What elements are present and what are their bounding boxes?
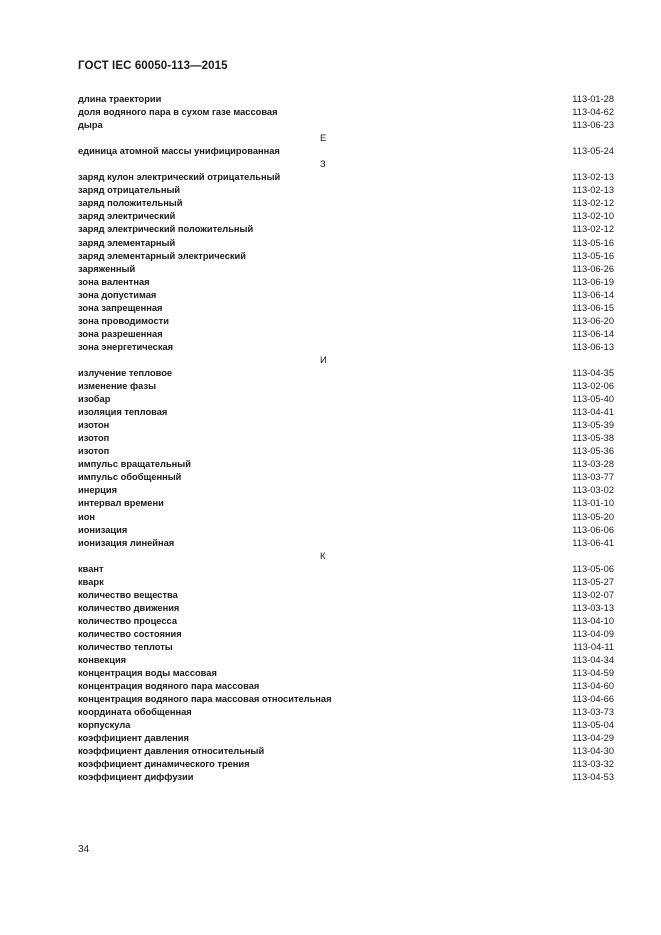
index-term: заряд элементарный (78, 237, 176, 248)
index-entry (78, 380, 614, 393)
index-entry (78, 171, 614, 184)
index-code: 113-04-53 (572, 772, 614, 783)
index-term: интервал времени (78, 498, 164, 509)
index-term: инерция (78, 485, 118, 496)
index-term: заряд электрический положительный (78, 224, 254, 235)
index-entry (78, 250, 614, 263)
index-entry (78, 563, 614, 576)
index-term: заряд положительный (78, 198, 183, 209)
index-entry (78, 641, 614, 654)
index-entry (78, 511, 614, 524)
index-term: количество процесса (78, 615, 177, 626)
letter-heading: Е (320, 133, 327, 145)
index-term: длина траектории (78, 94, 162, 104)
index-entry (78, 106, 614, 119)
index-term: зона допустимая (78, 289, 157, 300)
index-term: доля водяного пара в сухом газе массовая (78, 107, 278, 118)
term-index (78, 93, 614, 784)
index-code: 113-06-41 (572, 537, 614, 548)
index-code: 113-05-38 (572, 433, 614, 444)
index-entry (78, 289, 614, 302)
index-code: 113-05-40 (572, 394, 614, 405)
index-code: 113-06-06 (572, 524, 614, 535)
index-term: ионизация (78, 524, 128, 535)
index-term: кварк (78, 576, 104, 587)
index-code: 113-06-26 (572, 263, 614, 274)
index-term: изоляция тепловая (78, 407, 168, 418)
index-entry (78, 145, 614, 158)
index-code: 113-06-20 (572, 315, 614, 326)
index-code: 113-05-27 (572, 576, 614, 587)
index-code: 113-03-32 (572, 759, 614, 770)
index-entry (78, 484, 614, 497)
index-term: изотоп (78, 433, 110, 444)
index-code: 113-06-14 (572, 289, 614, 300)
index-term: количество теплоты (78, 641, 173, 652)
index-code: 113-04-34 (572, 655, 614, 666)
index-term: коэффициент давления относительный (78, 746, 265, 757)
index-code: 113-04-35 (572, 367, 614, 378)
index-term: коэффициент давления (78, 733, 189, 744)
index-term: единица атомной массы унифицированная (78, 146, 280, 157)
index-code: 113-06-23 (572, 120, 614, 131)
index-term: концентрация воды массовая (78, 668, 217, 679)
index-term: заряд кулон электрический отрицательный (78, 172, 281, 183)
index-entry (78, 210, 614, 223)
index-code: 113-06-14 (572, 328, 614, 339)
index-entry (78, 445, 614, 458)
index-entry (78, 458, 614, 471)
index-entry (78, 719, 614, 732)
index-entry (78, 680, 614, 693)
index-code: 113-04-29 (572, 733, 614, 744)
index-entry (78, 732, 614, 745)
index-entry (78, 367, 614, 380)
index-code: 113-05-04 (572, 720, 614, 731)
index-entry (78, 615, 614, 628)
index-term: зона энергетическая (78, 341, 174, 352)
index-code: 113-05-36 (572, 446, 614, 457)
index-term: координата обобщенная (78, 707, 192, 718)
index-term: коэффициент динамического трения (78, 759, 250, 770)
index-entry (78, 432, 614, 445)
index-term: концентрация водяного пара массовая (78, 681, 260, 692)
index-code: 113-06-15 (572, 302, 614, 313)
index-term: зона валентная (78, 276, 150, 287)
index-code: 113-02-10 (572, 211, 614, 222)
index-term: изотон (78, 420, 110, 431)
index-term: количество вещества (78, 589, 178, 600)
index-code: 113-03-28 (572, 459, 614, 470)
index-term: зона разрешенная (78, 328, 163, 339)
index-code: 113-04-59 (572, 668, 614, 679)
index-term: ионизация линейная (78, 537, 175, 548)
index-entry (78, 537, 614, 550)
index-entry (78, 302, 614, 315)
page-number: 34 (78, 844, 90, 855)
index-code: 113-04-30 (572, 746, 614, 757)
index-code: 113-02-13 (572, 172, 614, 183)
index-term: импульс вращательный (78, 459, 191, 470)
index-entry (78, 328, 614, 341)
index-code: 113-05-24 (572, 146, 614, 157)
index-code: 113-02-12 (572, 198, 614, 209)
index-entry (78, 628, 614, 641)
index-term: заряд отрицательный (78, 185, 181, 196)
letter-heading: З (320, 159, 326, 171)
index-term: заряд электрический (78, 211, 176, 222)
index-entry (78, 576, 614, 589)
index-term: изменение фазы (78, 381, 157, 392)
index-entry (78, 223, 614, 236)
index-code: 113-06-13 (572, 341, 614, 352)
index-entry (78, 497, 614, 510)
index-entry (78, 119, 614, 132)
index-entry (78, 745, 614, 758)
index-entry (78, 602, 614, 615)
letter-heading: К (320, 550, 326, 562)
index-code: 113-01-10 (572, 498, 614, 509)
index-term: конвекция (78, 655, 127, 666)
letter-heading: И (320, 354, 327, 366)
index-code: 113-05-20 (572, 511, 614, 522)
index-code: 113-06-19 (572, 276, 614, 287)
index-term: корпускула (78, 720, 131, 731)
index-entry (78, 406, 614, 419)
index-term: импульс обобщенный (78, 472, 182, 483)
index-code: 113-05-16 (572, 237, 614, 248)
index-entry (78, 771, 614, 784)
index-entry (78, 524, 614, 537)
index-term: ион (78, 511, 96, 522)
letter-heading-row (78, 132, 614, 145)
index-code: 113-02-12 (572, 224, 614, 235)
index-entry (78, 315, 614, 328)
index-code: 113-04-66 (572, 694, 614, 705)
index-term: количество состояния (78, 628, 182, 639)
index-code: 113-05-06 (572, 563, 614, 574)
index-code: 113-02-07 (572, 589, 614, 600)
index-code: 113-03-73 (572, 707, 614, 718)
index-code: 113-04-60 (572, 681, 614, 692)
index-entry (78, 589, 614, 602)
index-entry (78, 471, 614, 484)
index-code: 113-02-13 (572, 185, 614, 196)
index-term: концентрация водяного пара массовая относительная (78, 694, 332, 705)
index-term: заряд элементарный электрический (78, 250, 246, 261)
letter-heading-row (78, 354, 614, 367)
index-entry (78, 263, 614, 276)
index-term: изобар (78, 394, 111, 405)
index-entry (78, 276, 614, 289)
index-term: изотоп (78, 446, 110, 457)
index-entry (78, 706, 614, 719)
index-code: 113-04-11 (572, 641, 614, 652)
index-entry (78, 341, 614, 354)
index-entry (78, 758, 614, 771)
index-code: 113-05-16 (572, 250, 614, 261)
index-entry (78, 667, 614, 680)
index-entry (78, 197, 614, 210)
index-entry (78, 693, 614, 706)
index-term: зона проводимости (78, 315, 169, 326)
index-term: дыра (78, 120, 103, 131)
index-code: 113-03-13 (572, 602, 614, 613)
index-code: 113-04-62 (572, 107, 614, 118)
index-code: 113-03-02 (572, 485, 614, 496)
index-code: 113-04-09 (572, 628, 614, 639)
index-code: 113-04-10 (572, 615, 614, 626)
document-header: ГОСТ IEC 60050-113—2015 (78, 60, 228, 72)
index-term: квант (78, 563, 104, 574)
index-code: 113-04-41 (572, 407, 614, 418)
index-entry (78, 184, 614, 197)
index-entry (78, 237, 614, 250)
index-code: 113-05-39 (572, 420, 614, 431)
index-code: 113-02-06 (572, 381, 614, 392)
index-entry (78, 93, 614, 106)
index-term: излучение тепловое (78, 367, 173, 378)
letter-heading-row (78, 158, 614, 171)
index-code: 113-03-77 (572, 472, 614, 483)
index-entry (78, 393, 614, 406)
index-entry (78, 419, 614, 432)
index-term: зона запрещенная (78, 302, 163, 313)
letter-heading-row (78, 550, 614, 563)
index-entry (78, 654, 614, 667)
index-term: коэффициент диффузии (78, 772, 194, 783)
index-code: 113-01-28 (572, 94, 614, 104)
index-term: заряженный (78, 263, 136, 274)
index-term: количество движения (78, 602, 180, 613)
